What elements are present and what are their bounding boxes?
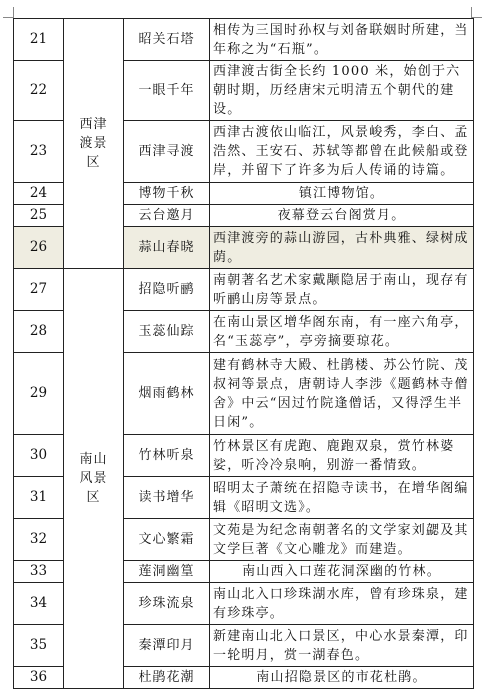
row-number: 22	[14, 61, 64, 121]
spot-description: 镇江博物馆。	[210, 183, 474, 205]
spot-name: 一眼千年	[124, 61, 210, 121]
spot-name: 招隐听鹂	[124, 269, 210, 311]
spot-name: 西津寻渡	[124, 121, 210, 183]
row-number: 29	[14, 353, 64, 435]
spot-description: 建有鹤林寺大殿、杜鹃楼、苏公竹院、茂叔祠等景点，唐朝诗人李涉《题鹤林寺僧舍》中云“因过竹院逢僧话，又得浮生半日闲”。	[210, 353, 474, 435]
spot-description: 西津古渡依山临江，风景峻秀，李白、孟浩然、王安石、苏轼等都曾在此候船或登岸，并留下了许多为后人传诵的诗篇。	[210, 121, 474, 183]
row-number: 21	[14, 19, 64, 61]
spot-name: 烟雨鹤林	[124, 353, 210, 435]
row-number: 28	[14, 311, 64, 353]
row-number: 26	[14, 227, 64, 269]
spot-name: 莲洞幽篁	[124, 561, 210, 583]
crop-mark-top-left	[3, 7, 14, 18]
spot-description: 新建南山北入口景区，中心水景秦潭，印一轮明月，赏一湖春色。	[210, 625, 474, 667]
spot-name: 博物千秋	[124, 183, 210, 205]
area-name: 南山风景区	[64, 269, 124, 689]
scenic-spots-table	[13, 18, 474, 689]
row-number: 30	[14, 435, 64, 477]
spot-name: 文心繁霜	[124, 519, 210, 561]
row-number: 32	[14, 519, 64, 561]
spot-name: 秦潭印月	[124, 625, 210, 667]
table-row	[14, 19, 474, 61]
row-number: 24	[14, 183, 64, 205]
spot-description: 南山北入口珍珠湖水库，曾有珍珠泉，建有珍珠亭。	[210, 583, 474, 625]
spot-name: 蒜山春晓	[124, 227, 210, 269]
spot-description: 昭明太子萧统在招隐寺读书，在增华阁编辑《昭明文选》。	[210, 477, 474, 519]
crop-mark-top-right	[471, 7, 482, 18]
spot-description: 竹林景区有虎跑、鹿跑双泉，赏竹林婆娑，听冷冷泉响，别游一番情致。	[210, 435, 474, 477]
spot-description: 夜幕登云台阁赏月。	[210, 205, 474, 227]
spot-name: 珍珠流泉	[124, 583, 210, 625]
row-number: 36	[14, 667, 64, 689]
row-number: 25	[14, 205, 64, 227]
spot-description: 南山招隐景区的市花杜鹃。	[210, 667, 474, 689]
spot-name: 云台邀月	[124, 205, 210, 227]
spot-description: 文苑是为纪念南朝著名的文学家刘勰及其文学巨著《文心雕龙》而建造。	[210, 519, 474, 561]
spot-description: 南朝著名艺术家戴颙隐居于南山，现存有听鹂山房等景点。	[210, 269, 474, 311]
spot-name: 读书增华	[124, 477, 210, 519]
row-number: 35	[14, 625, 64, 667]
spot-description: 相传为三国时孙权与刘备联姻时所建，当年称之为“石瓶”。	[210, 19, 474, 61]
area-name: 西津渡景区	[64, 19, 124, 269]
spot-description: 西津渡古街全长约 1000 米，始创于六朝时期，历经唐宋元明清五个朝代的建设。	[210, 61, 474, 121]
spot-name: 玉蕊仙踪	[124, 311, 210, 353]
row-number: 23	[14, 121, 64, 183]
row-number: 34	[14, 583, 64, 625]
table-row	[14, 269, 474, 311]
spot-description: 西津渡旁的蒜山游园，古朴典雅、绿树成荫。	[210, 227, 474, 269]
spot-description: 在南山景区增华阁东南，有一座六角亭，名“玉蕊亭”，亭旁摘要琼花。	[210, 311, 474, 353]
row-number: 31	[14, 477, 64, 519]
spot-name: 昭关石塔	[124, 19, 210, 61]
spot-description: 南山西入口莲花洞深幽的竹林。	[210, 561, 474, 583]
spot-name: 杜鹃花潮	[124, 667, 210, 689]
row-number: 33	[14, 561, 64, 583]
spot-name: 竹林听泉	[124, 435, 210, 477]
row-number: 27	[14, 269, 64, 311]
